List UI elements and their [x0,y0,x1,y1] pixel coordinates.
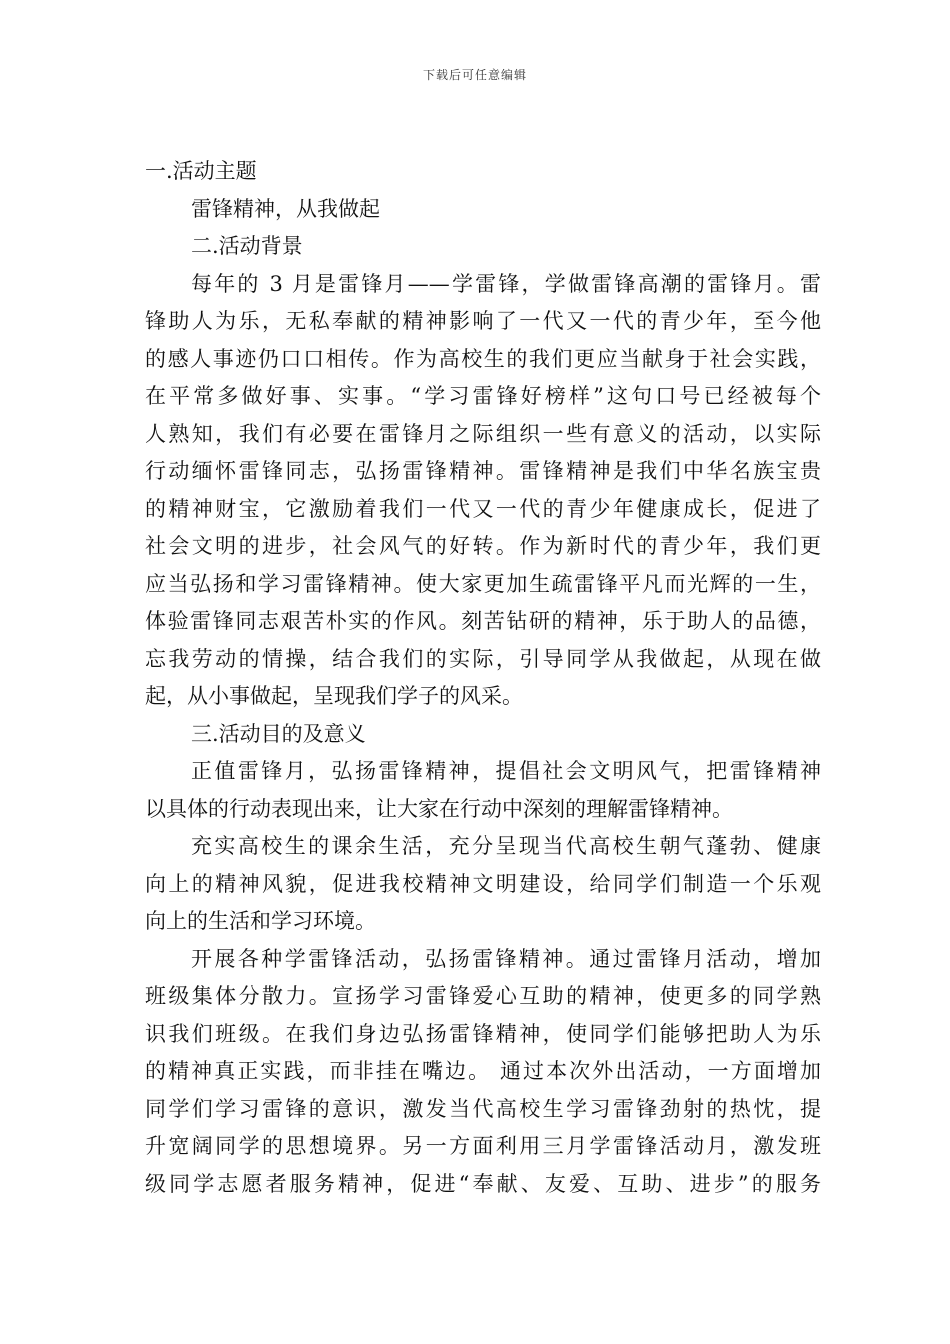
heading-activity-background: 二.活动背景 [191,234,303,258]
purpose-line: 同学们学习雷锋的意识，激发当代高校生学习雷锋劲射的热忱，提 [145,1096,821,1121]
heading-activity-purpose: 三.活动目的及意义 [191,721,366,746]
purpose-line: 的精神真正实践，而非挂在嘴边。 通过本次外出活动，一方面增加 [145,1059,821,1083]
background-line: 锋助人为乐，无私奉献的精神影响了一代又一代的青少年，至今他 [145,309,821,333]
background-line: 体验雷锋同志艰苦朴实的作风。刻苦钻研的精神，乐于助人的品德， [145,609,821,633]
purpose-line: 正值雷锋月，弘扬雷锋精神，提倡社会文明风气，把雷锋精神 [191,759,821,783]
background-line: 社会文明的进步，社会风气的好转。作为新时代的青少年，我们更 [145,534,821,558]
background-line: 行动缅怀雷锋同志，弘扬雷锋精神。雷锋精神是我们中华名族宝贵 [145,459,821,483]
purpose-line: 向上的生活和学习环境。 [145,909,376,933]
purpose-line: 充实高校生的课余生活，充分呈现当代高校生朝气蓬勃、健康 [191,834,821,858]
background-line: 的精神财宝，它激励着我们一代又一代的青少年健康成长，促进了 [145,496,821,521]
background-line: 人熟知，我们有必要在雷锋月之际组织一些有意义的活动，以实际 [145,421,821,446]
purpose-line: 开展各种学雷锋活动，弘扬雷锋精神。通过雷锋月活动，增加 [191,946,821,971]
background-line: 忘我劳动的情操，结合我们的实际，引导同学从我做起，从现在做 [145,646,821,671]
purpose-line: 以具体的行动表现出来，让大家在行动中深刻的理解雷锋精神。 [145,796,733,821]
purpose-line: 班级集体分散力。宣扬学习雷锋爱心互助的精神，使更多的同学熟 [145,984,821,1008]
document-body [145,153,821,1203]
background-line: 在平常多做好事、实事。“学习雷锋好榜样”这句口号已经被每个 [145,384,821,408]
theme-text: 雷锋精神，从我做起 [191,196,380,221]
page-header-note: 下载后可任意编辑 [422,68,527,82]
purpose-line: 级同学志愿者服务精神，促进“奉献、友爱、互助、进步”的服务 [145,1171,821,1196]
purpose-line: 识我们班级。在我们身边弘扬雷锋精神，使同学们能够把助人为乐 [145,1021,821,1046]
background-line: 起，从小事做起，呈现我们学子的风采。 [145,684,523,708]
purpose-line: 向上的精神风貌，促进我校精神文明建设，给同学们制造一个乐观 [145,871,821,896]
purpose-line: 升宽阔同学的思想境界。另一方面利用三月学雷锋活动月，激发班 [145,1134,821,1158]
background-line: 的感人事迹仍口口相传。作为高校生的我们更应当献身于社会实践， [145,346,821,371]
heading-activity-theme: 一.活动主题 [145,159,257,183]
background-line: 应当弘扬和学习雷锋精神。使大家更加生疏雷锋平凡而光辉的一生， [145,571,821,596]
background-line: 每年的 3 月是雷锋月——学雷锋，学做雷锋高潮的雷锋月。雷 [191,271,821,296]
